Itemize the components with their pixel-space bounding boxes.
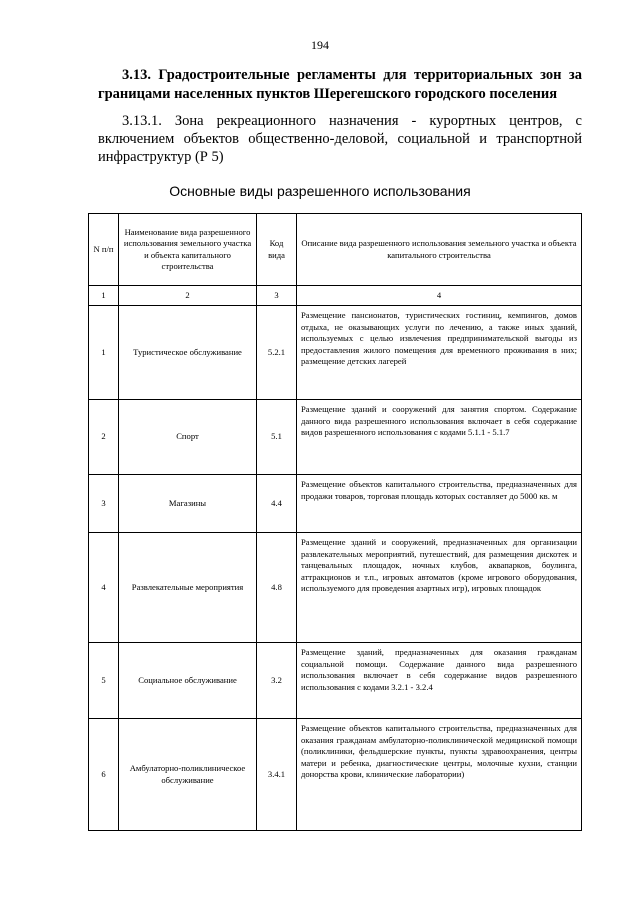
index-cell: 4	[297, 286, 582, 306]
row-description: Размещение зданий, предназначенных для оказания гражданам социальной помощи. Содержание данного вида разрешенного использования включает в себя содержание видов разрешенного использования с кодами 3.2.1 - 3.2.4	[297, 643, 582, 719]
page-number: 194	[311, 38, 329, 52]
row-num: 3	[89, 475, 119, 533]
table-row	[89, 306, 582, 400]
row-description: Размещение объектов капитального строительства, предназначенных для оказания гражданам амбулаторно-поликлинической медицинской помощи (поликлиники, фельдшерские пункты, пункты здравоохранения, центры матери и ребенка, диагностические центры, молочные кухни, станции донорства крови, клинические лаборатории)	[297, 719, 582, 831]
table-row	[89, 643, 582, 719]
row-name: Туристическое обслуживание	[119, 306, 257, 400]
table-header-row	[89, 214, 582, 286]
row-code: 5.1	[257, 400, 297, 475]
header-name: Наименование вида разрешенного использования земельного участка и объекта капитального строительства	[119, 214, 257, 286]
permitted-uses-table	[88, 213, 582, 831]
header-num: N п/п	[89, 214, 119, 286]
index-cell: 1	[89, 286, 119, 306]
section-heading-line-2: границами населенных пунктов Шерегешского городского поселения	[98, 86, 558, 102]
table-title: Основные виды разрешенного использования	[169, 183, 471, 199]
row-description: Размещение зданий и сооружений для занятия спортом. Содержание данного вида разрешенного использования включает в себя содержание видов разрешенного использования с кодами 5.1.1 - 5.1.7	[297, 400, 582, 475]
row-name: Амбулаторно-поликлиническое обслуживание	[119, 719, 257, 831]
row-name: Спорт	[119, 400, 257, 475]
row-num: 5	[89, 643, 119, 719]
row-code: 3.2	[257, 643, 297, 719]
index-cell: 2	[119, 286, 257, 306]
table-row	[89, 475, 582, 533]
index-cell: 3	[257, 286, 297, 306]
table-row	[89, 533, 582, 643]
row-code: 5.2.1	[257, 306, 297, 400]
table-row	[89, 719, 582, 831]
zone-paragraph: 3.13.1. Зона рекреационного назначения - курортных центров, с включением объектов общественно-деловой, социальной и транспортной инфраструктур (Р 5)	[98, 113, 582, 165]
header-description: Описание вида разрешенного использования земельного участка и объекта капитального строительства	[297, 214, 582, 286]
row-code: 4.4	[257, 475, 297, 533]
row-description: Размещение объектов капитального строительства, предназначенных для продажи товаров, торговая площадь которых составляет до 5000 кв. м	[297, 475, 582, 533]
row-code: 3.4.1	[257, 719, 297, 831]
row-num: 2	[89, 400, 119, 475]
row-num: 1	[89, 306, 119, 400]
row-description: Размещение пансионатов, туристических гостиниц, кемпингов, домов отдыха, не оказывающих услуги по лечению, а также иных зданий, используемых с целью извлечения предпринимательской выгоды из предоставления жилого помещения для временного проживания в них; размещение детских лагерей	[297, 306, 582, 400]
row-num: 4	[89, 533, 119, 643]
table-row	[89, 400, 582, 475]
row-name: Развлекательные мероприятия	[119, 533, 257, 643]
section-heading	[98, 66, 582, 104]
row-name: Социальное обслуживание	[119, 643, 257, 719]
header-code: Код вида	[257, 214, 297, 286]
row-num: 6	[89, 719, 119, 831]
row-code: 4.8	[257, 533, 297, 643]
row-description: Размещение зданий и сооружений, предназначенных для организации развлекательных мероприятий, путешествий, для размещения дискотек и танцевальных площадок, ночных клубов, аквапарков, боулинга, аттракционов и т.п., игровых автоматов (кроме игрового оборудования, используемого для проведения азартных игр), игровых площадок	[297, 533, 582, 643]
column-index-row	[89, 286, 582, 306]
row-name: Магазины	[119, 475, 257, 533]
section-heading-line-1: 3.13. Градостроительные регламенты для территориальных зон за	[122, 67, 582, 83]
